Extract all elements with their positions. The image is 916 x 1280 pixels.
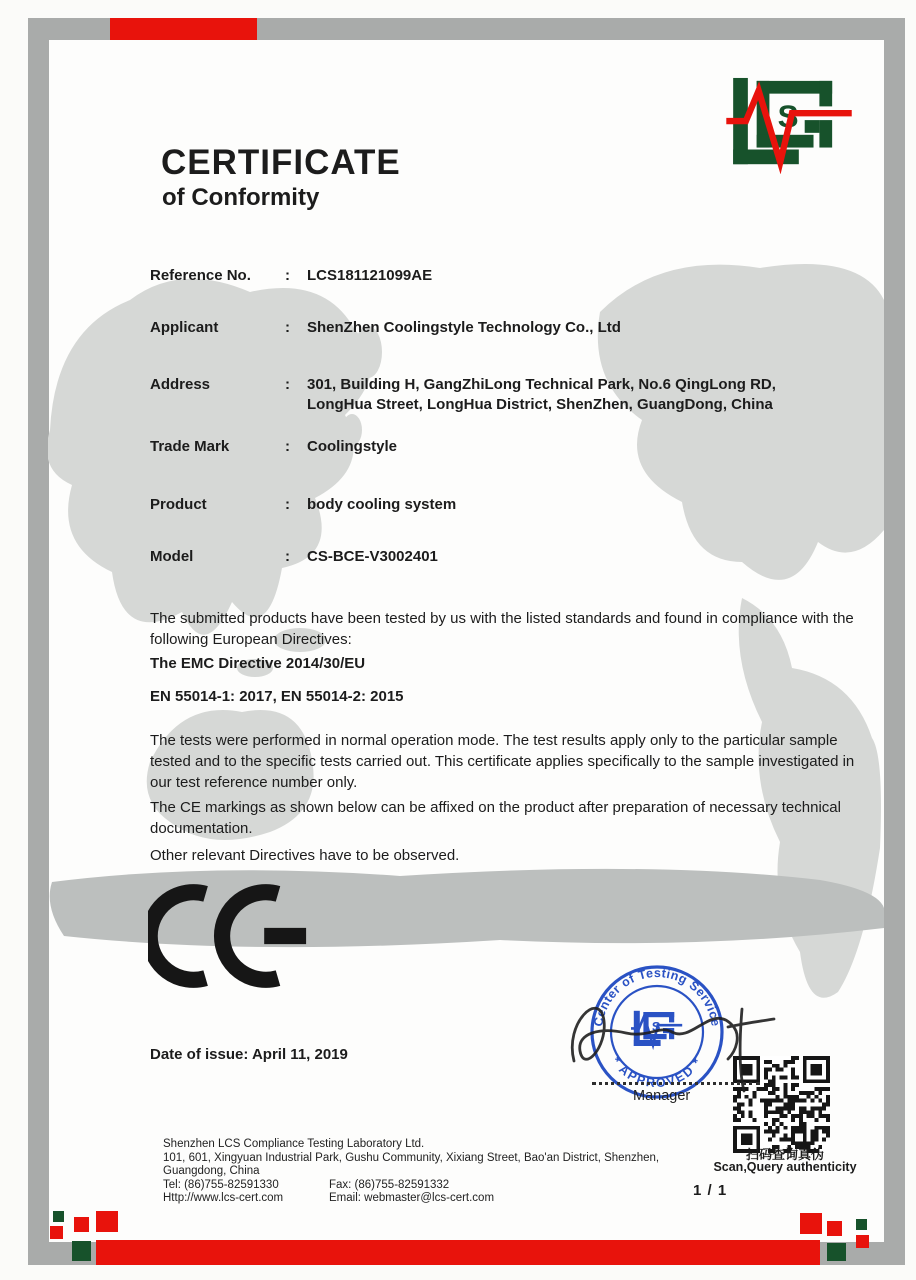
field-row-address: [150, 375, 822, 415]
bottom-red-bar: [96, 1240, 820, 1265]
logo-letter: S: [777, 98, 799, 134]
footer-email: Email: webmaster@lcs-cert.com: [329, 1192, 495, 1204]
footer-fax: Fax: (86)755-82591332: [329, 1178, 450, 1191]
stamp-arc-bottom-text: * APPROVED *: [608, 1054, 706, 1091]
field-colon: :: [285, 496, 290, 513]
field-value: LCS181121099AE: [307, 267, 433, 284]
footer-tel: Tel: (86)755-82591330: [163, 1178, 279, 1191]
footer-address-2: Guangdong, China: [163, 1165, 260, 1177]
statement-intro: The submitted products have been tested by us with the listed standards and found in compliance with the following European Directives:: [150, 610, 854, 648]
statement-directive: The EMC Directive 2014/30/EU: [150, 655, 366, 672]
field-row-reference-no: [150, 266, 822, 286]
stamp-arc-top-text: Center of Testing Service: [591, 965, 723, 1028]
certificate-title: CERTIFICATE: [161, 143, 401, 182]
field-colon: :: [285, 376, 290, 393]
deco-square: [800, 1213, 822, 1234]
field-label: Product: [150, 496, 207, 513]
qr-caption-chinese: 扫码查询真伪: [745, 1147, 824, 1162]
statement-standards: EN 55014-1: 2017, EN 55014-2: 2015: [150, 688, 404, 705]
field-row-applicant: [150, 318, 822, 338]
footer-address-1: 101, 601, Xingyuan Industrial Park, Gushu Community, Xixiang Street, Bao'an District, Shenzhen,: [163, 1151, 660, 1164]
top-red-accent: [110, 18, 257, 40]
field-value: body cooling system: [307, 496, 457, 513]
field-label: Applicant: [150, 319, 219, 336]
field-colon: :: [285, 438, 290, 455]
qr-caption-english: Scan,Query authenticity: [713, 1160, 857, 1174]
field-row-trade-mark: [150, 437, 822, 457]
deco-square: [827, 1221, 842, 1236]
page-number: 1 / 1: [693, 1182, 728, 1199]
field-colon: :: [285, 267, 290, 284]
field-value: ShenZhen Coolingstyle Technology Co., Ltd: [307, 319, 621, 336]
statement-tests: The tests were performed in normal operation mode. The test results apply only to the particular sample tested and to the specific tests carried out. This certificate applies specifically to the sample investigated in our test reference number only.: [150, 732, 855, 791]
lcs-logo: [726, 76, 854, 174]
deco-square: [96, 1211, 118, 1232]
deco-square: [827, 1243, 846, 1261]
footer-web: Http://www.lcs-cert.com: [163, 1192, 284, 1204]
ce-mark: [148, 884, 308, 988]
deco-square: [74, 1217, 89, 1232]
deco-square: [856, 1235, 869, 1248]
footer-company: Shenzhen LCS Compliance Testing Laboratory Ltd.: [163, 1138, 425, 1150]
statement-ce-note: The CE markings as shown below can be affixed on the product after preparation of necessary technical documentation.: [150, 799, 841, 837]
issue-date: Date of issue: April 11, 2019: [150, 1046, 348, 1063]
field-label: Address: [150, 376, 211, 393]
field-row-model: [150, 547, 822, 567]
footer-block: [163, 1138, 659, 1206]
svg-text:S: S: [651, 1018, 661, 1034]
field-value: CS-BCE-V3002401: [307, 548, 438, 565]
deco-square: [856, 1219, 867, 1230]
certificate-subtitle: of Conformity: [162, 184, 320, 211]
field-value: Coolingstyle: [307, 438, 398, 455]
signature-dotted-line: [592, 1082, 760, 1085]
deco-square: [53, 1211, 64, 1222]
frame-left-bar: [28, 18, 49, 1265]
deco-square: [72, 1241, 91, 1261]
field-label: Reference No.: [150, 267, 251, 284]
signer-role: Manager: [633, 1088, 691, 1104]
field-colon: :: [285, 319, 290, 336]
field-colon: :: [285, 548, 290, 565]
field-row-product: [150, 495, 822, 515]
field-value: 301, Building H, GangZhiLong Technical Park, No.6 QingLong RD, LongHua Street, LongHua District, ShenZhen, GuangDong, China: [307, 376, 776, 413]
deco-square: [50, 1226, 63, 1239]
frame-right-bar: [884, 18, 905, 1265]
field-label: Trade Mark: [150, 438, 230, 455]
field-label: Model: [150, 548, 194, 565]
statement-other: Other relevant Directives have to be observed.: [150, 847, 460, 864]
